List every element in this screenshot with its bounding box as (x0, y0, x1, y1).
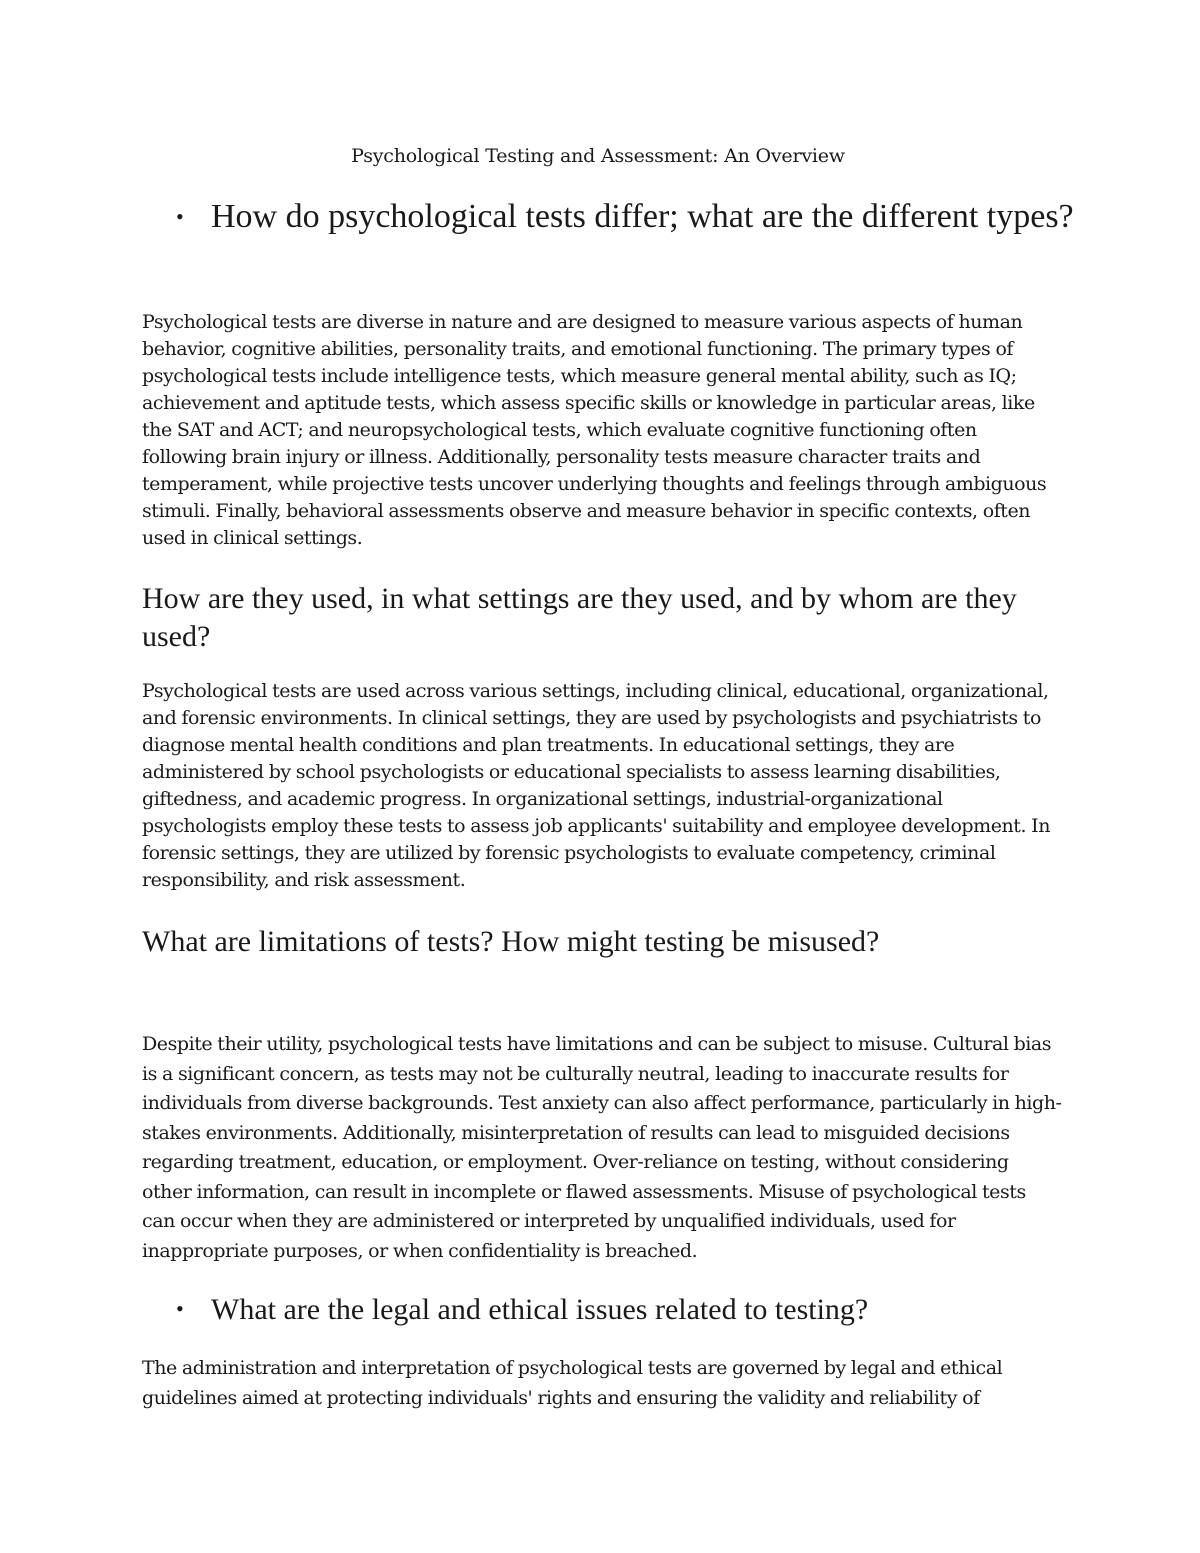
document-title: Psychological Testing and Assessment: An Overview (351, 145, 845, 167)
section-heading-test-types (176, 196, 1076, 238)
section-heading-limitations: What are limitations of tests? How might testing be misused? (142, 925, 880, 958)
section-heading-text: What are the legal and ethical issues related to testing? (211, 1293, 869, 1326)
section-heading-text: How do psychological tests differ; what are the different types? (211, 198, 1074, 235)
section-body-usage-settings: Psychological tests are used across various settings, including clinical, educational, organizational, and forensic environments. In clinical settings, they are used by psychologists and psychiatrists to diagnose mental health conditions and plan treatments. In educational settings, they are administered by school psychologists or educational specialists to assess learning disabilities, giftedness, and academic progress. In organizational settings, industrial-organizational psychologists employ these tests to assess job applicants' suitability and employee development. In forensic settings, they are utilized by forensic psychologists to evaluate competency, criminal responsibility, and risk assessment. (142, 680, 1050, 891)
section-heading-legal-ethical (176, 1291, 1116, 1329)
section-body-limitations: Despite their utility, psychological tests have limitations and can be subject to misuse. Cultural bias is a significant concern, as tests may not be culturally neutral, leading to inaccurate results for individuals from diverse backgrounds. Test anxiety can also affect performance, particularly in high-stakes environments. Additionally, misinterpretation of results can lead to misguided decisions regarding treatment, education, or employment. Over-reliance on testing, without considering other information, can result in incomplete or flawed assessments. Misuse of psychological tests can occur when they are administered or interpreted by unqualified individuals, used for inappropriate purposes, or when confidentiality is breached. (142, 1033, 1062, 1262)
section-body-legal-ethical: The administration and interpretation of psychological tests are governed by legal and ethical guidelines aimed at protecting individuals' rights and ensuring the validity and reliability of (142, 1357, 1003, 1409)
section-heading-usage-settings: How are they used, in what settings are they used, and by whom are they used? (142, 582, 1017, 653)
bullet-icon: • (176, 1296, 184, 1321)
section-body-test-types: Psychological tests are diverse in nature and are designed to measure various aspects of human behavior, cognitive abilities, personality traits, and emotional functioning. The primary types of psychological tests include intelligence tests, which measure general mental ability, such as IQ; achievement and aptitude tests, which assess specific skills or knowledge in particular areas, like the SAT and ACT; and neuropsychological tests, which evaluate cognitive functioning often following brain injury or illness. Additionally, personality tests measure character traits and temperament, while projective tests uncover underlying thoughts and feelings through ambiguous stimuli. Finally, behavioral assessments observe and measure behavior in specific contexts, often used in clinical settings. (142, 311, 1047, 549)
bullet-icon: • (176, 204, 184, 229)
